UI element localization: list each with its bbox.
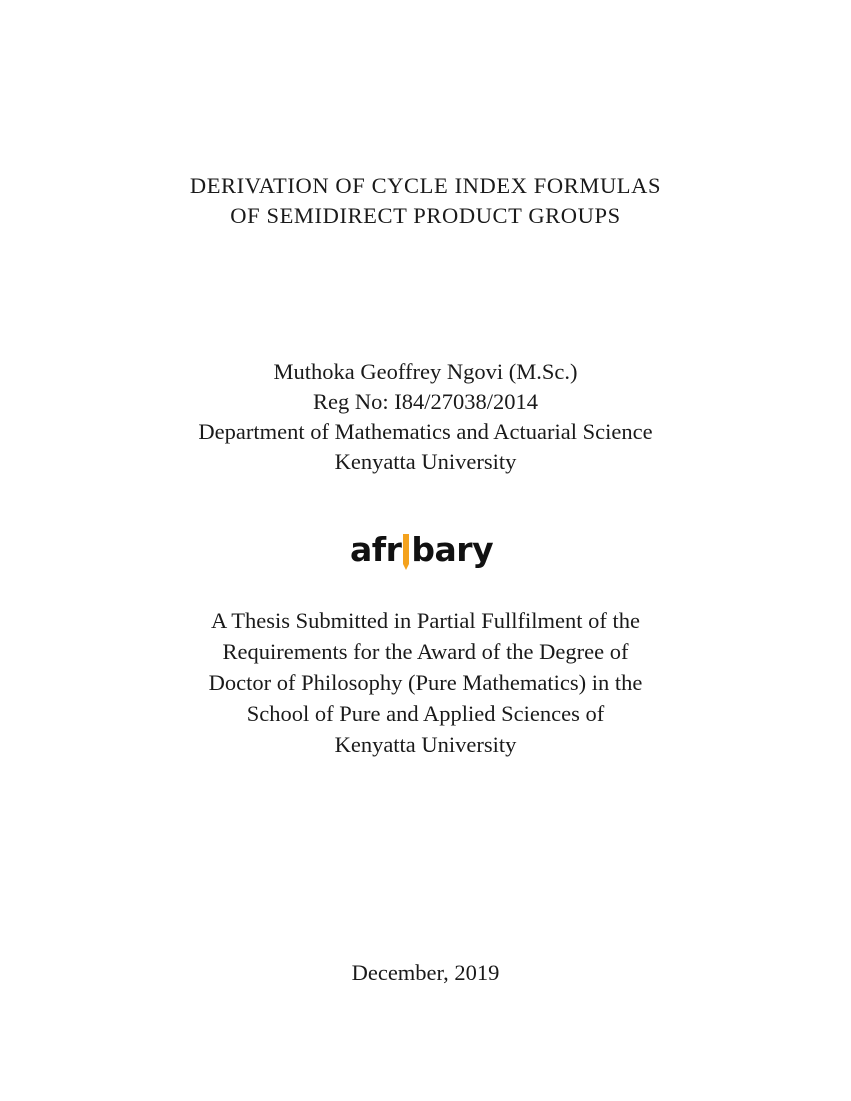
university-name: Kenyatta University: [334, 449, 517, 474]
title-line-1: DERIVATION OF CYCLE INDEX FORMULAS: [189, 173, 662, 198]
author-name: Muthoka Geoffrey Ngovi (M.Sc.): [273, 359, 578, 384]
thesis-line-5: Kenyatta University: [334, 732, 517, 757]
thesis-title: [0, 171, 851, 231]
afribary-logo: [350, 531, 510, 575]
title-line-2: OF SEMIDIRECT PRODUCT GROUPS: [230, 203, 621, 228]
registration-number: Reg No: I84/27038/2014: [313, 389, 538, 414]
thesis-line-2: Requirements for the Award of the Degree of: [222, 639, 629, 664]
thesis-line-3: Doctor of Philosophy (Pure Mathematics) in the: [208, 670, 643, 695]
submission-date: December, 2019: [351, 960, 500, 985]
thesis-line-1: A Thesis Submitted in Partial Fullfilment of the: [211, 608, 640, 633]
thesis-statement: [0, 605, 851, 760]
logo-text-part-2: bary: [411, 530, 494, 569]
pencil-icon: [403, 534, 409, 564]
thesis-line-4: School of Pure and Applied Sciences of: [246, 701, 605, 726]
logo-text-part-1: afr: [350, 530, 402, 569]
author-block: [0, 357, 851, 477]
department-name: Department of Mathematics and Actuarial Science: [198, 419, 653, 444]
